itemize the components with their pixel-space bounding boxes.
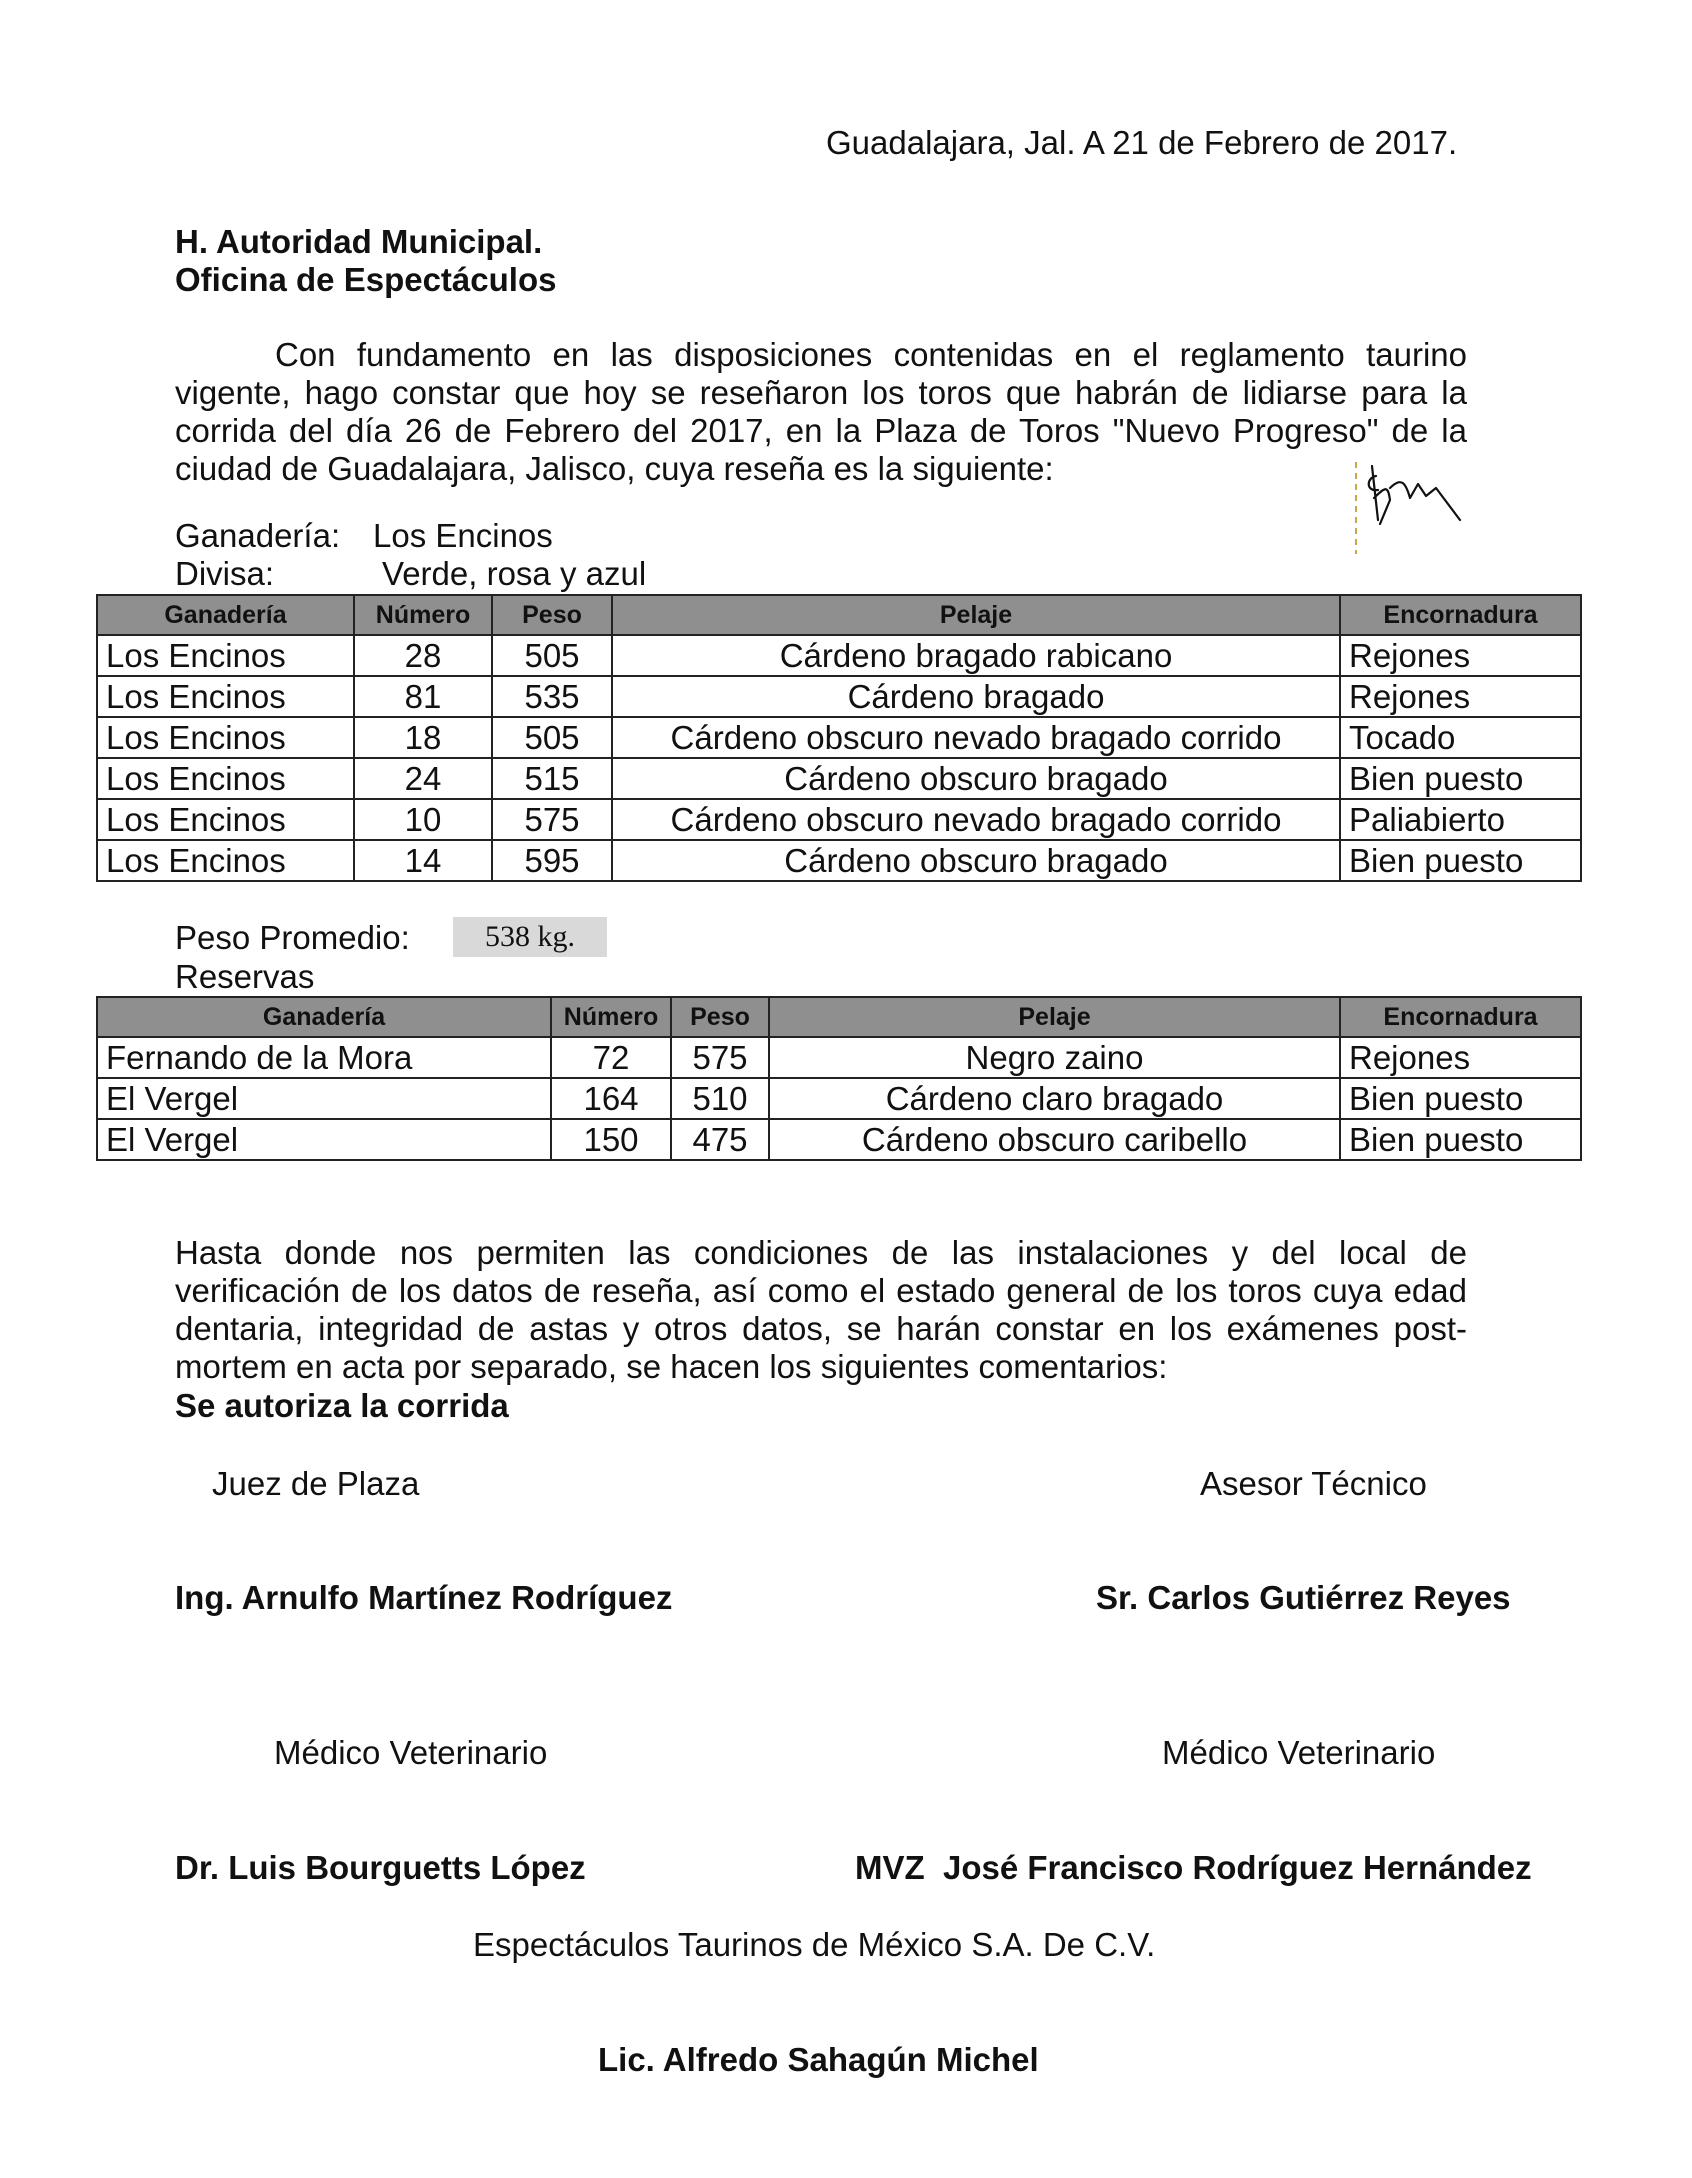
divisa-value: Verde, rosa y azul bbox=[382, 555, 647, 592]
cell-pelaje: Cárdeno obscuro nevado bragado corrido bbox=[612, 717, 1340, 758]
cell-ganaderia: Los Encinos bbox=[97, 840, 354, 881]
cell-numero: 24 bbox=[354, 758, 492, 799]
cell-peso: 505 bbox=[492, 635, 612, 676]
column-header-numero: Número bbox=[551, 997, 671, 1037]
cell-ganaderia: Los Encinos bbox=[97, 676, 354, 717]
cell-encornadura: Rejones bbox=[1340, 676, 1581, 717]
cell-numero: 10 bbox=[354, 799, 492, 840]
table-row bbox=[97, 676, 1581, 717]
handwritten-initials bbox=[1350, 458, 1470, 558]
cell-encornadura: Tocado bbox=[1340, 717, 1581, 758]
cell-numero: 150 bbox=[551, 1119, 671, 1160]
column-header-pelaje: Pelaje bbox=[612, 595, 1340, 635]
cell-pelaje: Cárdeno bragado rabicano bbox=[612, 635, 1340, 676]
cell-peso: 510 bbox=[671, 1078, 769, 1119]
date-line: Guadalajara, Jal. A 21 de Febrero de 2017. bbox=[826, 124, 1458, 161]
reserves-table bbox=[96, 996, 1582, 1161]
cell-encornadura: Rejones bbox=[1340, 1037, 1581, 1078]
ganaderia-value: Los Encinos bbox=[373, 517, 553, 554]
cell-pelaje: Cárdeno obscuro nevado bragado corrido bbox=[612, 799, 1340, 840]
column-header-pelaje: Pelaje bbox=[769, 997, 1340, 1037]
cell-pelaje: Cárdeno bragado bbox=[612, 676, 1340, 717]
column-header-ganaderia: Ganadería bbox=[97, 595, 354, 635]
cell-pelaje: Cárdeno obscuro bragado bbox=[612, 840, 1340, 881]
closing-paragraph: Hasta donde nos permiten las condiciones de las instalaciones y del local de verificación de los datos de reseña, así como el estado general de los toros cuya edad dentaria, integridad de astas y otros datos, se harán constar en los exámenes post-mortem en acta por separado, se hacen los siguientes comentarios: bbox=[175, 1234, 1467, 1385]
reservas-label: Reservas bbox=[175, 958, 315, 995]
column-header-encornadura: Encornadura bbox=[1340, 595, 1581, 635]
table-row bbox=[97, 1119, 1581, 1160]
column-header-peso: Peso bbox=[671, 997, 769, 1037]
signatory-name-medico-2: MVZ José Francisco Rodríguez Hernández bbox=[855, 1849, 1532, 1886]
cell-encornadura: Paliabierto bbox=[1340, 799, 1581, 840]
cell-pelaje: Cárdeno obscuro bragado bbox=[612, 758, 1340, 799]
cell-peso: 535 bbox=[492, 676, 612, 717]
divisa-label: Divisa: bbox=[175, 555, 275, 592]
cell-numero: 28 bbox=[354, 635, 492, 676]
cell-pelaje: Cárdeno obscuro caribello bbox=[769, 1119, 1340, 1160]
signatory-name-medico-1: Dr. Luis Bourguetts López bbox=[175, 1849, 586, 1886]
cell-ganaderia: Los Encinos bbox=[97, 758, 354, 799]
cell-encornadura: Bien puesto bbox=[1340, 1119, 1581, 1160]
cell-ganaderia: Los Encinos bbox=[97, 635, 354, 676]
table-row bbox=[97, 799, 1581, 840]
cell-pelaje: Negro zaino bbox=[769, 1037, 1340, 1078]
table-row bbox=[97, 635, 1581, 676]
table-row bbox=[97, 717, 1581, 758]
cell-ganaderia: El Vergel bbox=[97, 1078, 551, 1119]
cell-peso: 475 bbox=[671, 1119, 769, 1160]
cell-ganaderia: Fernando de la Mora bbox=[97, 1037, 551, 1078]
signatory-role-asesor: Asesor Técnico bbox=[1200, 1465, 1427, 1502]
cell-encornadura: Rejones bbox=[1340, 635, 1581, 676]
signatory-name-juez: Ing. Arnulfo Martínez Rodríguez bbox=[175, 1579, 673, 1616]
table-row bbox=[97, 840, 1581, 881]
cell-ganaderia: El Vergel bbox=[97, 1119, 551, 1160]
bulls-table bbox=[96, 594, 1582, 882]
signatory-role-juez: Juez de Plaza bbox=[212, 1465, 420, 1502]
cell-peso: 575 bbox=[492, 799, 612, 840]
cell-encornadura: Bien puesto bbox=[1340, 758, 1581, 799]
cell-peso: 515 bbox=[492, 758, 612, 799]
table-row bbox=[97, 1037, 1581, 1078]
peso-promedio-label: Peso Promedio: bbox=[175, 919, 410, 956]
signatory-name-asesor: Sr. Carlos Gutiérrez Reyes bbox=[1096, 1579, 1511, 1616]
table-row bbox=[97, 1078, 1581, 1119]
recipient-line-2: Oficina de Espectáculos bbox=[175, 261, 557, 298]
table-header-row bbox=[97, 595, 1581, 635]
signatory-role-medico-2: Médico Veterinario bbox=[1162, 1734, 1436, 1771]
table-header-row bbox=[97, 997, 1581, 1037]
cell-peso: 505 bbox=[492, 717, 612, 758]
cell-numero: 14 bbox=[354, 840, 492, 881]
table-row bbox=[97, 758, 1581, 799]
cell-numero: 18 bbox=[354, 717, 492, 758]
authorization-statement: Se autoriza la corrida bbox=[175, 1387, 509, 1424]
cell-encornadura: Bien puesto bbox=[1340, 1078, 1581, 1119]
column-header-ganaderia: Ganadería bbox=[97, 997, 551, 1037]
signatory-name-company: Lic. Alfredo Sahagún Michel bbox=[598, 2041, 1039, 2078]
cell-numero: 81 bbox=[354, 676, 492, 717]
recipient-line-1: H. Autoridad Municipal. bbox=[175, 223, 543, 260]
cell-encornadura: Bien puesto bbox=[1340, 840, 1581, 881]
cell-peso: 595 bbox=[492, 840, 612, 881]
column-header-peso: Peso bbox=[492, 595, 612, 635]
signatory-role-medico-1: Médico Veterinario bbox=[274, 1734, 548, 1771]
ganaderia-label: Ganadería: bbox=[175, 517, 341, 554]
cell-numero: 72 bbox=[551, 1037, 671, 1078]
column-header-encornadura: Encornadura bbox=[1340, 997, 1581, 1037]
cell-numero: 164 bbox=[551, 1078, 671, 1119]
peso-promedio-value: 538 kg. bbox=[453, 917, 607, 957]
intro-paragraph: Con fundamento en las disposiciones contenidas en el reglamento taurino vigente, hago constar que hoy se reseñaron los toros que habrán de lidiarse para la corrida del día 26 de Febrero del 2017, en la Plaza de Toros "Nuevo Progreso" de la ciudad de Guadalajara, Jalisco, cuya reseña es la siguiente: bbox=[175, 336, 1467, 487]
cell-ganaderia: Los Encinos bbox=[97, 717, 354, 758]
cell-peso: 575 bbox=[671, 1037, 769, 1078]
company-name: Espectáculos Taurinos de México S.A. De C.V. bbox=[473, 1926, 1156, 1963]
cell-ganaderia: Los Encinos bbox=[97, 799, 354, 840]
cell-pelaje: Cárdeno claro bragado bbox=[769, 1078, 1340, 1119]
column-header-numero: Número bbox=[354, 595, 492, 635]
